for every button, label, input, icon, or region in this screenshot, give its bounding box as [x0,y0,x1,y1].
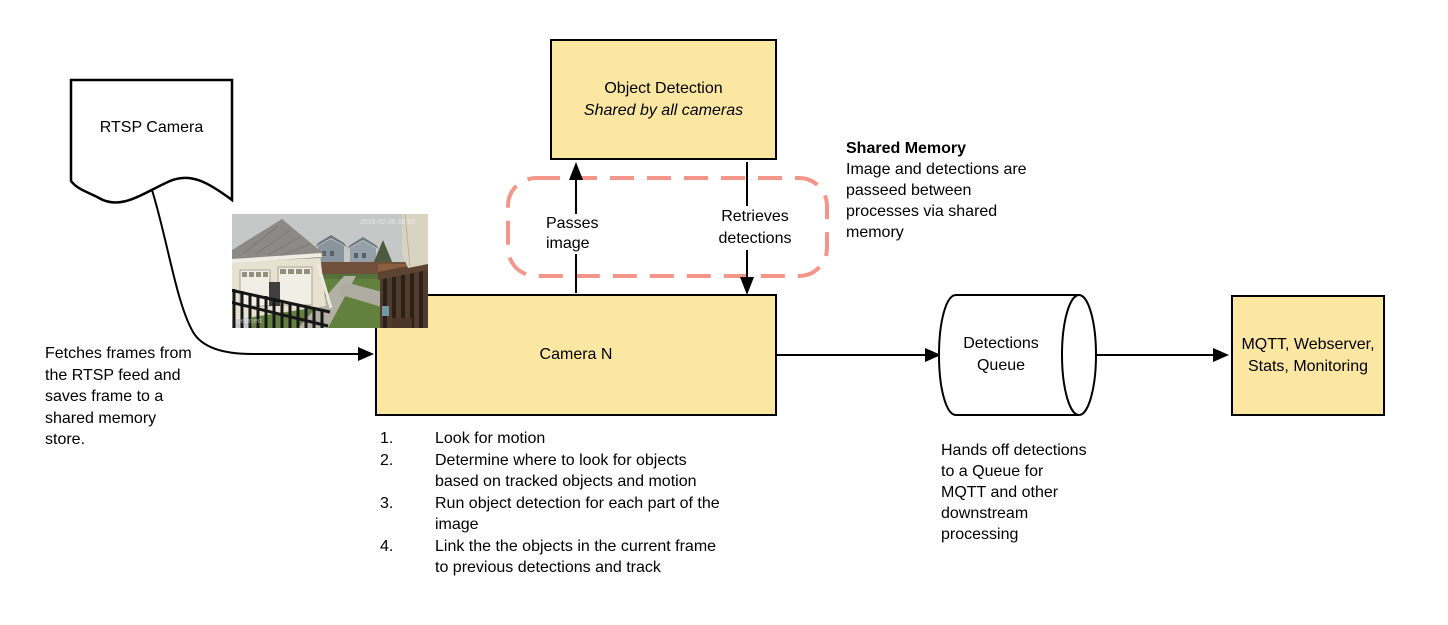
outputs-label-line1: MQTT, Webserver, [1241,335,1375,353]
fetch-arrow-head [358,347,374,361]
object-detection-subtitle: Shared by all cameras [583,101,744,119]
snapshot-timestamp: 2018-02-06 00:00 [360,219,416,226]
step-number: 1. [380,430,394,447]
passes-image-edge-label [544,214,600,254]
shared-memory-annotation-title: Shared Memory [846,140,967,157]
fetch-frames-line: saves frame to a [45,388,164,405]
retrieves-detections-edge-label [703,206,807,250]
fetch-frames-line: store. [45,431,86,448]
step-number: 2. [380,451,394,469]
fetch-frames-line: shared memory [45,409,157,427]
shared-memory-annotation-line: memory [846,224,904,241]
camera-snapshot-scene [232,214,428,328]
detections-queue-end-cap [1062,295,1096,415]
rtsp-camera-label: RTSP Camera [99,118,204,136]
step-text: Look for motion [435,430,546,447]
object-detection-title: Object Detection [604,79,723,97]
hands-off-line: Hands off detections [941,442,1087,459]
shared-memory-annotation-line: processes via shared [846,203,998,220]
step-text: Link the the objects in the current frame to previous detections and track [435,537,717,576]
hands-off-line: downstream [941,505,1029,522]
queue-to-outputs-arrow-head [1213,348,1229,362]
hands-off-line: MQTT and other [941,484,1059,501]
rtsp-camera-node [71,80,232,175]
fetch-frames-line: Fetches frames from [45,345,192,362]
camera-n-label: Camera N [539,346,613,363]
shared-memory-annotation [846,138,1056,243]
detections-queue-label-line1: Detections [963,335,1039,352]
hands-off-annotation [941,440,1131,545]
hands-off-line: processing [941,526,1019,543]
fetch-frames-line: the RTSP feed and [45,366,181,384]
shared-memory-annotation-line: Image and detections are [846,161,1027,178]
outputs-label-line2: Stats, Monitoring [1247,357,1369,375]
snapshot-watermark: Delayed [236,318,262,325]
step-number: 4. [380,537,394,555]
object-detection-node [550,39,777,160]
shared-memory-annotation-line: passeed between [846,182,972,199]
fetch-frames-annotation [45,343,235,451]
camera-steps-list [380,428,780,579]
detections-queue-node [939,296,1063,414]
step-number: 3. [380,494,394,512]
passes-image-line1: Passes [546,215,599,232]
hands-off-line: to a Queue for [941,463,1044,480]
retrieves-detections-arrow-head [740,277,754,295]
detections-queue-label-line2: Queue [976,357,1026,374]
step-text: Determine where to look for objects based on tracked objects and motion [435,451,697,490]
passes-image-line2: image [546,235,590,252]
step-text: Run object detection for each part of the image [435,494,720,533]
passes-image-arrow-head [569,162,583,180]
camera-snapshot-image [232,214,428,328]
retrieves-detections-line1: Retrieves [721,208,789,225]
outputs-node [1231,295,1385,416]
retrieves-detections-line2: detections [718,230,792,247]
camera-n-node [375,294,777,416]
